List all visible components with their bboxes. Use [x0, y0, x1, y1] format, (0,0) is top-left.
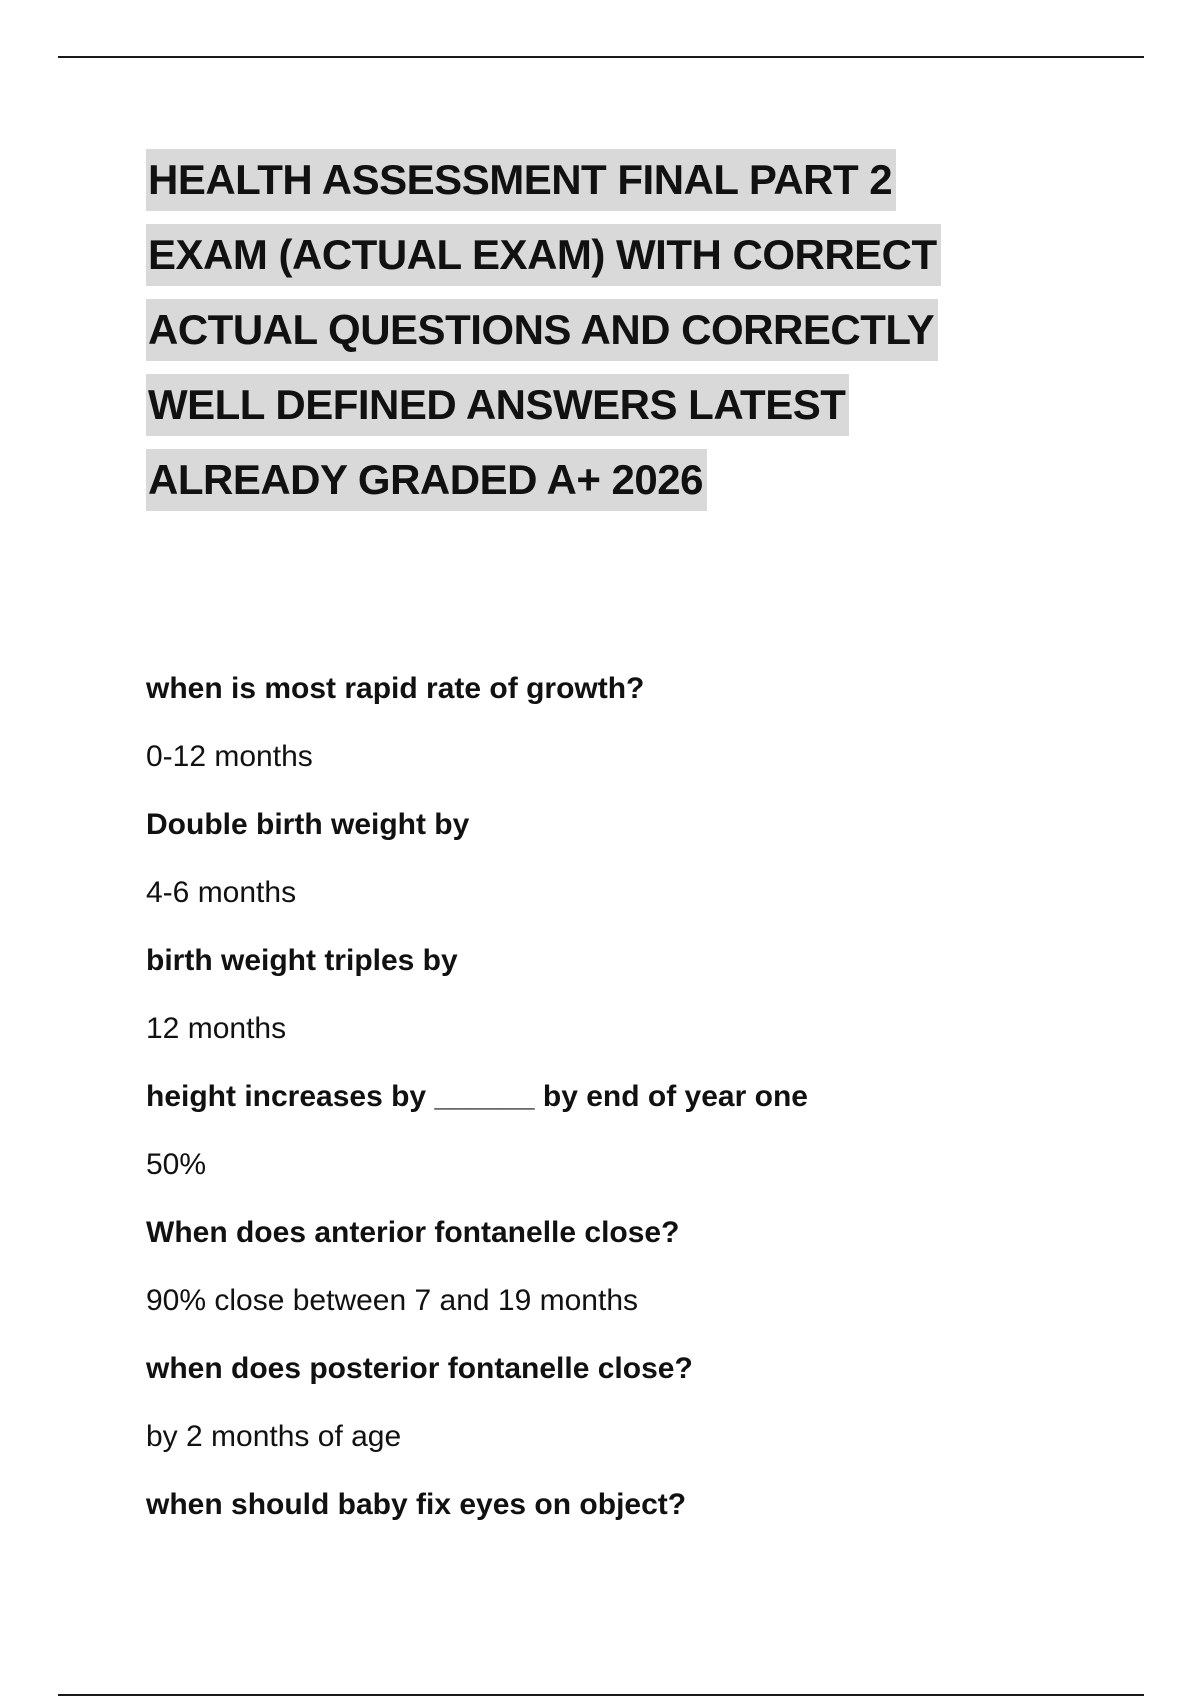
question-text: When does anterior fontanelle close? [146, 1216, 680, 1249]
document-title [146, 146, 1046, 521]
answer-text: 90% close between 7 and 19 months [146, 1284, 638, 1317]
question-text: when is most rapid rate of growth? [146, 672, 645, 705]
title-line-text: ACTUAL QUESTIONS AND CORRECTLY [146, 299, 938, 361]
question-text: when should baby fix eyes on object? [146, 1488, 687, 1521]
title-line [146, 146, 1046, 221]
question-text: height increases by ______ by end of year one [146, 1080, 808, 1113]
question-text: when does posterior fontanelle close? [146, 1352, 693, 1385]
question-text: Double birth weight by [146, 808, 470, 841]
title-line-text: WELL DEFINED ANSWERS LATEST [146, 374, 849, 436]
answer-text: 12 months [146, 1012, 287, 1045]
question-text: birth weight triples by [146, 944, 458, 977]
title-line [146, 221, 1046, 296]
answer-text: 50% [146, 1148, 207, 1181]
question-answer-list [146, 664, 1126, 1548]
title-line [146, 446, 1046, 521]
answer-text: by 2 months of age [146, 1420, 402, 1453]
title-line-text: HEALTH ASSESSMENT FINAL PART 2 [146, 149, 896, 211]
title-line [146, 296, 1046, 371]
bottom-divider [58, 1694, 1144, 1696]
title-line-text: ALREADY GRADED A+ 2026 [146, 449, 707, 511]
top-divider [58, 56, 1144, 58]
answer-text: 4-6 months [146, 876, 297, 909]
answer-text: 0-12 months [146, 740, 313, 773]
title-line [146, 371, 1046, 446]
title-line-text: EXAM (ACTUAL EXAM) WITH CORRECT [146, 224, 941, 286]
